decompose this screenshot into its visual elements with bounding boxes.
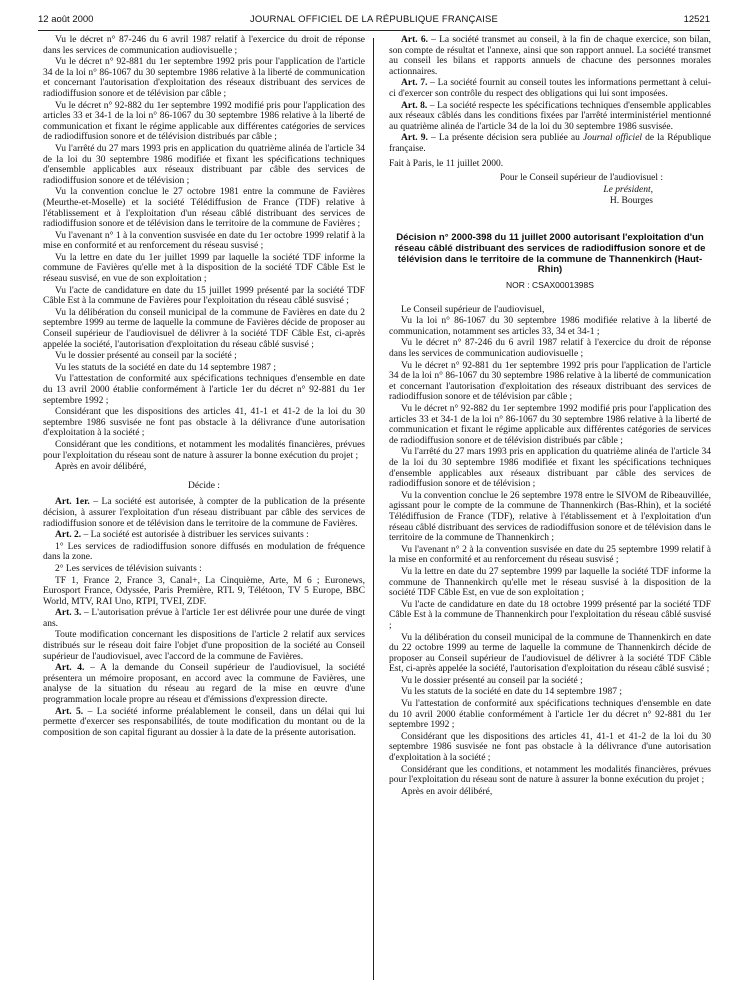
signature-place-date: Fait à Paris, le 11 juillet 2000. xyxy=(389,158,504,169)
left-articles xyxy=(43,497,365,540)
visa-paragraph: Vu les statuts de la société en date du 14 septembre 1987 ; xyxy=(55,362,277,373)
visa-paragraph: Vu l'attestation de conformité aux spécifications techniques d'ensemble en date du 10 avril 2000 établie conformément à l'article 1er du décret n° 92-881 du 1er septembre 1992 ; xyxy=(389,699,711,731)
visa-paragraph: Vu le décret n° 92-881 du 1er septembre 1992 pris pour l'application de l'article 34 de la loi n° 86-1067 du 30 septembre 1986 relative à la liberté de communication et concernant l'autorisation d'exploitation des réseaux distribuant des services de radiodiffusion sonore et de télévision par câble ; xyxy=(43,57,365,99)
visa-paragraph: Vu l'arrêté du 27 mars 1993 pris en application du quatrième alinéa de l'article 34 de la loi du 30 septembre 1986 modifiée et fixant les spécifications techniques d'ensemble applicables aux réseaux distribuant par câble des services de radiodiffusion sonore et de télévision ; xyxy=(43,143,365,186)
article-text: – La société est autorisée à distribuer les services suivants : xyxy=(81,530,309,541)
article-text: – La société transmet au conseil, à la fin de chaque exercice, son bilan, son compte de résultat et l'annexe, ainsi que son rapport annuel. La société transmet au conseil les bilans et rapports annuels de chacune des personnes morales actionnaires. xyxy=(389,35,711,77)
article-label: Art. 5. xyxy=(55,706,84,717)
article-text: – La présente décision sera publiée au xyxy=(427,133,584,144)
article-text: – A la demande du Conseil supérieur de l'audiovisuel, la société présentera un mémoire proposant, en accord avec la commune de Favières, une analyse de la situation du réseau au regard de la mise en œuvre d'une programmation locale propre au réseau et d'émissions d'expression directe. xyxy=(43,663,365,706)
visa-paragraph: Après en avoir délibéré, xyxy=(55,462,147,473)
visa-paragraph: Vu l'avenant n° 2 à la convention susvisée en date du 25 septembre 1999 relatif à la mise en conformité et au renforcement du réseau susvisé ; xyxy=(389,544,711,566)
header-rule xyxy=(38,30,710,31)
header-date: 12 août 2000 xyxy=(38,14,94,25)
article-label: Art. 7. xyxy=(401,78,428,89)
right-column xyxy=(389,35,711,798)
article-label: Art. 4. xyxy=(55,663,85,674)
article-paragraph xyxy=(389,78,711,99)
decision-nor: NOR : CSAX0001398S xyxy=(506,280,594,291)
article-text: – La société est autorisée, à compter de la publication de la présente décision, à assurer l'exploitation d'un réseau distribuant par câble des services de radiodiffusion sonore et de télévision dans le territoire de la commune de Favières. xyxy=(43,497,365,529)
article-text: de la République française. xyxy=(389,133,712,154)
header-title: JOURNAL OFFICIEL DE LA RÉPUBLIQUE FRANÇAISE xyxy=(249,14,499,25)
left-visas xyxy=(43,35,365,473)
visa-paragraph: Vu la loi n° 86-1067 du 30 septembre 1986 modifiée relative à la liberté de communication, notamment ses articles 33, 34 et 34-1 ; xyxy=(389,316,711,337)
service-paragraph: TF 1, France 2, France 3, Canal+, La Cinquième, Arte, M 6 ; Euronews, Eurosport France, Odyssée, Paris Première, RTL 9, Télétoon, TV 5 Europe, BBC World, MTV, RAI Uno, RTPI, TVEI, ZDF. xyxy=(43,575,365,607)
article-paragraph xyxy=(43,663,365,705)
article-label: Art. 9. xyxy=(401,133,428,144)
visa-paragraph: Vu l'attestation de conformité aux spécifications techniques d'ensemble en date du 13 avril 2000 établie conformément à l'article 1er du décret n° 92-881 du 1er septembre 1992 ; xyxy=(43,374,365,406)
visa-paragraph: Considérant que les dispositions des articles 41, 41-1 et 41-2 de la loi du 30 septembre 1986 susvisée ne font pas obstacle à la délivrance d'une autorisation d'exploitation à la société ; xyxy=(389,731,711,764)
article-text: Journal officiel xyxy=(583,133,643,144)
header-page-number: 12521 xyxy=(683,14,710,25)
left-articles-2 xyxy=(43,608,365,738)
article-paragraph xyxy=(389,133,711,154)
visa-paragraph: Vu l'arrêté du 27 mars 1993 pris en application du quatrième alinéa de l'article 34 de la loi du 30 septembre 1986 modifiée et fixant les spécifications techniques d'ensemble applicables aux réseaux distribuant par câble des services de radiodiffusion sonore et de télévision ; xyxy=(389,447,711,490)
article-label: Art. 6. xyxy=(401,35,428,45)
article-label: Art. 1er. xyxy=(55,497,90,508)
article-paragraph xyxy=(43,707,365,739)
article-label: Art. 8. xyxy=(401,100,428,111)
visa-paragraph: Vu le dossier présenté au conseil par la société ; xyxy=(401,675,583,686)
article-paragraph xyxy=(43,630,365,662)
article-paragraph xyxy=(389,35,711,77)
visa-paragraph: Vu le décret n° 92-882 du 1er septembre 1992 modifié pris pour l'application des articles 33 et 34-1 de la loi n° 86-1067 du 30 septembre 1986 relative à la liberté de communication et fixant le régime applicable aux différentes catégories de services de radiodiffusion sonore et de télévision distribués par câble ; xyxy=(389,404,711,446)
visa-paragraph: Considérant que les dispositions des articles 41, 41-1 et 41-2 de la loi du 30 septembre 1986 susvisée ne font pas obstacle à la délivrance d'une autorisation d'exploitation à la société ; xyxy=(43,407,365,439)
decision-title: Décision n° 2000-398 du 11 juillet 2000 autorisant l'exploitation d'un réseau câblé distribuant des services de radiodiffusion sonore et de télévision dans le territoire de la commune de Thannenkirch (Haut-Rhin) xyxy=(394,231,706,276)
visa-paragraph: Après en avoir délibéré, xyxy=(401,786,493,797)
visa-paragraph: Vu la lettre en date du 27 septembre 1999 par laquelle la société TDF informe la commune de Thannenkirch qu'elle met le réseau susvisé à la disposition de la société TDF Câble Est, en vue de son exploitation ; xyxy=(389,566,711,599)
left-column xyxy=(43,35,365,739)
visa-paragraph: Vu l'acte de candidature en date du 15 juillet 1999 présenté par la société TDF Câble Est à la commune de Favières pour l'exploitation du réseau câblé susvisé ; xyxy=(43,285,365,307)
visa-paragraph: Vu le décret n° 87-246 du 6 avril 1987 relatif à l'exercice du droit de réponse dans les services de communication audiovisuelle ; xyxy=(43,35,365,56)
visa-paragraph: Vu la délibération du conseil municipal de la commune de Thannenkirch en date du 22 octobre 1999 au terme de laquelle la commune de Thannenkirch décide de proposer au Conseil supérieur de l'audiovisuel de délivrer à la société TDF Câble Est, ci-après appelée la société, l'autorisation d'exploitation du réseau câblé susvisé ; xyxy=(389,632,711,675)
page-header xyxy=(38,14,710,28)
signature-name: H. Bourges xyxy=(609,196,653,207)
article-label: Art. 3. xyxy=(55,608,82,619)
article-text: – La société informe préalablement le conseil, dans un délai qui lui permette d'exercer ses responsabilités, de toute modification du montant ou de la composition de son capital figurant au dossier à la date de la présente autorisation. xyxy=(43,706,365,738)
services-list xyxy=(43,542,365,608)
decision2-visas xyxy=(389,305,711,798)
visa-paragraph: Vu le décret n° 87-246 du 6 avril 1987 relatif à l'exercice du droit de réponse dans les services de communication audiovisuelle ; xyxy=(389,338,711,360)
visa-paragraph: Considérant que les conditions, et notamment les modalités financières, prévues pour l'exploitation du réseau sont de nature à assurer la bonne exécution du projet ; xyxy=(43,439,365,461)
service-paragraph: 2° Les services de télévision suivants : xyxy=(55,563,202,574)
article-text: – L'autorisation prévue à l'article 1er est délivrée pour une durée de vingt ans. xyxy=(43,608,365,629)
visa-paragraph: Le Conseil supérieur de l'audiovisuel, xyxy=(401,304,545,315)
article-paragraph xyxy=(389,101,711,133)
article-text: Toute modification concernant les dispositions de l'article 2 relatif aux services distribués sur le réseau doit faire l'objet d'une proposition de la société au Conseil supérieur de l'audiovisuel, avec l'accord de la commune de Favières. xyxy=(43,630,365,662)
visa-paragraph: Vu la délibération du conseil municipal de la commune de Favières en date du 2 septembre 1999 au terme de laquelle la commune de Favières décide de proposer au Conseil supérieur de l'audiovisuel de délivrer à la société TDF Câble Est, ci-après appelée la société, l'autorisation d'exploitation du réseau câblé susvisé ; xyxy=(43,307,365,350)
visa-paragraph: Vu l'avenant n° 1 à la convention susvisée en date du 1er octobre 1999 relatif à la mise en conformité et au renforcement du réseau susvisé ; xyxy=(43,230,365,252)
column-divider xyxy=(373,38,374,980)
article-paragraph xyxy=(43,530,365,541)
visa-paragraph: Considérant que les conditions, et notamment les modalités financières, prévues pour l'exploitation du réseau sont de nature à assurer la bonne exécution du projet ; xyxy=(389,764,711,786)
article-paragraph xyxy=(43,608,365,629)
signature-role-text: Le président, xyxy=(603,184,653,195)
service-paragraph: 1° Les services de radiodiffusion sonore diffusés en modulation de fréquence dans la zone. xyxy=(43,541,365,563)
visa-paragraph: Vu l'acte de candidature en date du 18 octobre 1999 présenté par la société TDF Câble Est à la commune de Thannenkirch pour l'exploitation du réseau câblé susvisé ; xyxy=(389,599,711,631)
article-text: – La société respecte les spécifications techniques d'ensemble applicables aux réseaux câblés dans les conditions fixées par l'arrêté interministériel mentionné au quatrième alinéa de l'article 34 de la loi du 30 septembre 1986 susvisée. xyxy=(389,100,711,132)
visa-paragraph: Vu les statuts de la société en date du 14 septembre 1987 ; xyxy=(401,687,623,698)
visa-paragraph: Vu la convention conclue le 26 septembre 1978 entre le SIVOM de Ribeauvillée, agissant pour le compte de la commune de Thannenkirch (Bas-Rhin), et la société Télédiffusion de France (TDF), relative à l'établissement et à l'exploitation d'un réseau câblé distribuant des services de radiodiffusion sonore et de télévision dans le territoire de la commune de Thannenkirch ; xyxy=(389,490,711,544)
visa-paragraph: Vu la lettre en date du 1er juillet 1999 par laquelle la société TDF informe la commune de Favières qu'elle met à la disposition de la société TDF Câble Est le réseau susvisé, en vue de son exploitation ; xyxy=(43,252,365,285)
right-articles xyxy=(389,35,711,155)
visa-paragraph: Vu le dossier présenté au conseil par la société ; xyxy=(55,351,237,362)
decide-heading: Décide : xyxy=(188,480,220,491)
signature-role xyxy=(389,185,711,196)
visa-paragraph: Vu le décret n° 92-881 du 1er septembre 1992 pris pour l'application de l'article 34 de la loi n° 86-1067 du 30 septembre 1986 relative à la liberté de communication et concernant l'autorisation d'exploitation des réseaux distribuant des services de radiodiffusion sonore et de télévision par câble ; xyxy=(389,360,711,403)
article-paragraph xyxy=(43,497,365,529)
visa-paragraph: Vu la convention conclue le 27 octobre 1981 entre la commune de Favières (Meurthe-et-Moselle) et la société Télédiffusion de France (TDF) relative à l'établissement et à l'exploitation d'un réseau câblé distribuant des services de radiodiffusion sonore et de télévision dans le territoire de la commune de Favières ; xyxy=(43,187,365,230)
article-text: – La société fournit au conseil toutes les informations permettant à celui-ci d'exercer son contrôle du respect des obligations qui lui sont imposées. xyxy=(389,78,711,99)
visa-paragraph: Vu le décret n° 92-882 du 1er septembre 1992 modifié pris pour l'application des articles 33 et 34-1 de la loi n° 86-1067 du 30 septembre 1986 relative à la liberté de communication et fixant le régime applicable aux différentes catégories de services de radiodiffusion sonore et de télévision distribués par câble ; xyxy=(43,100,365,143)
article-label: Art. 2. xyxy=(55,530,82,541)
signature-for: Pour le Conseil supérieur de l'audiovisuel : xyxy=(499,173,663,184)
